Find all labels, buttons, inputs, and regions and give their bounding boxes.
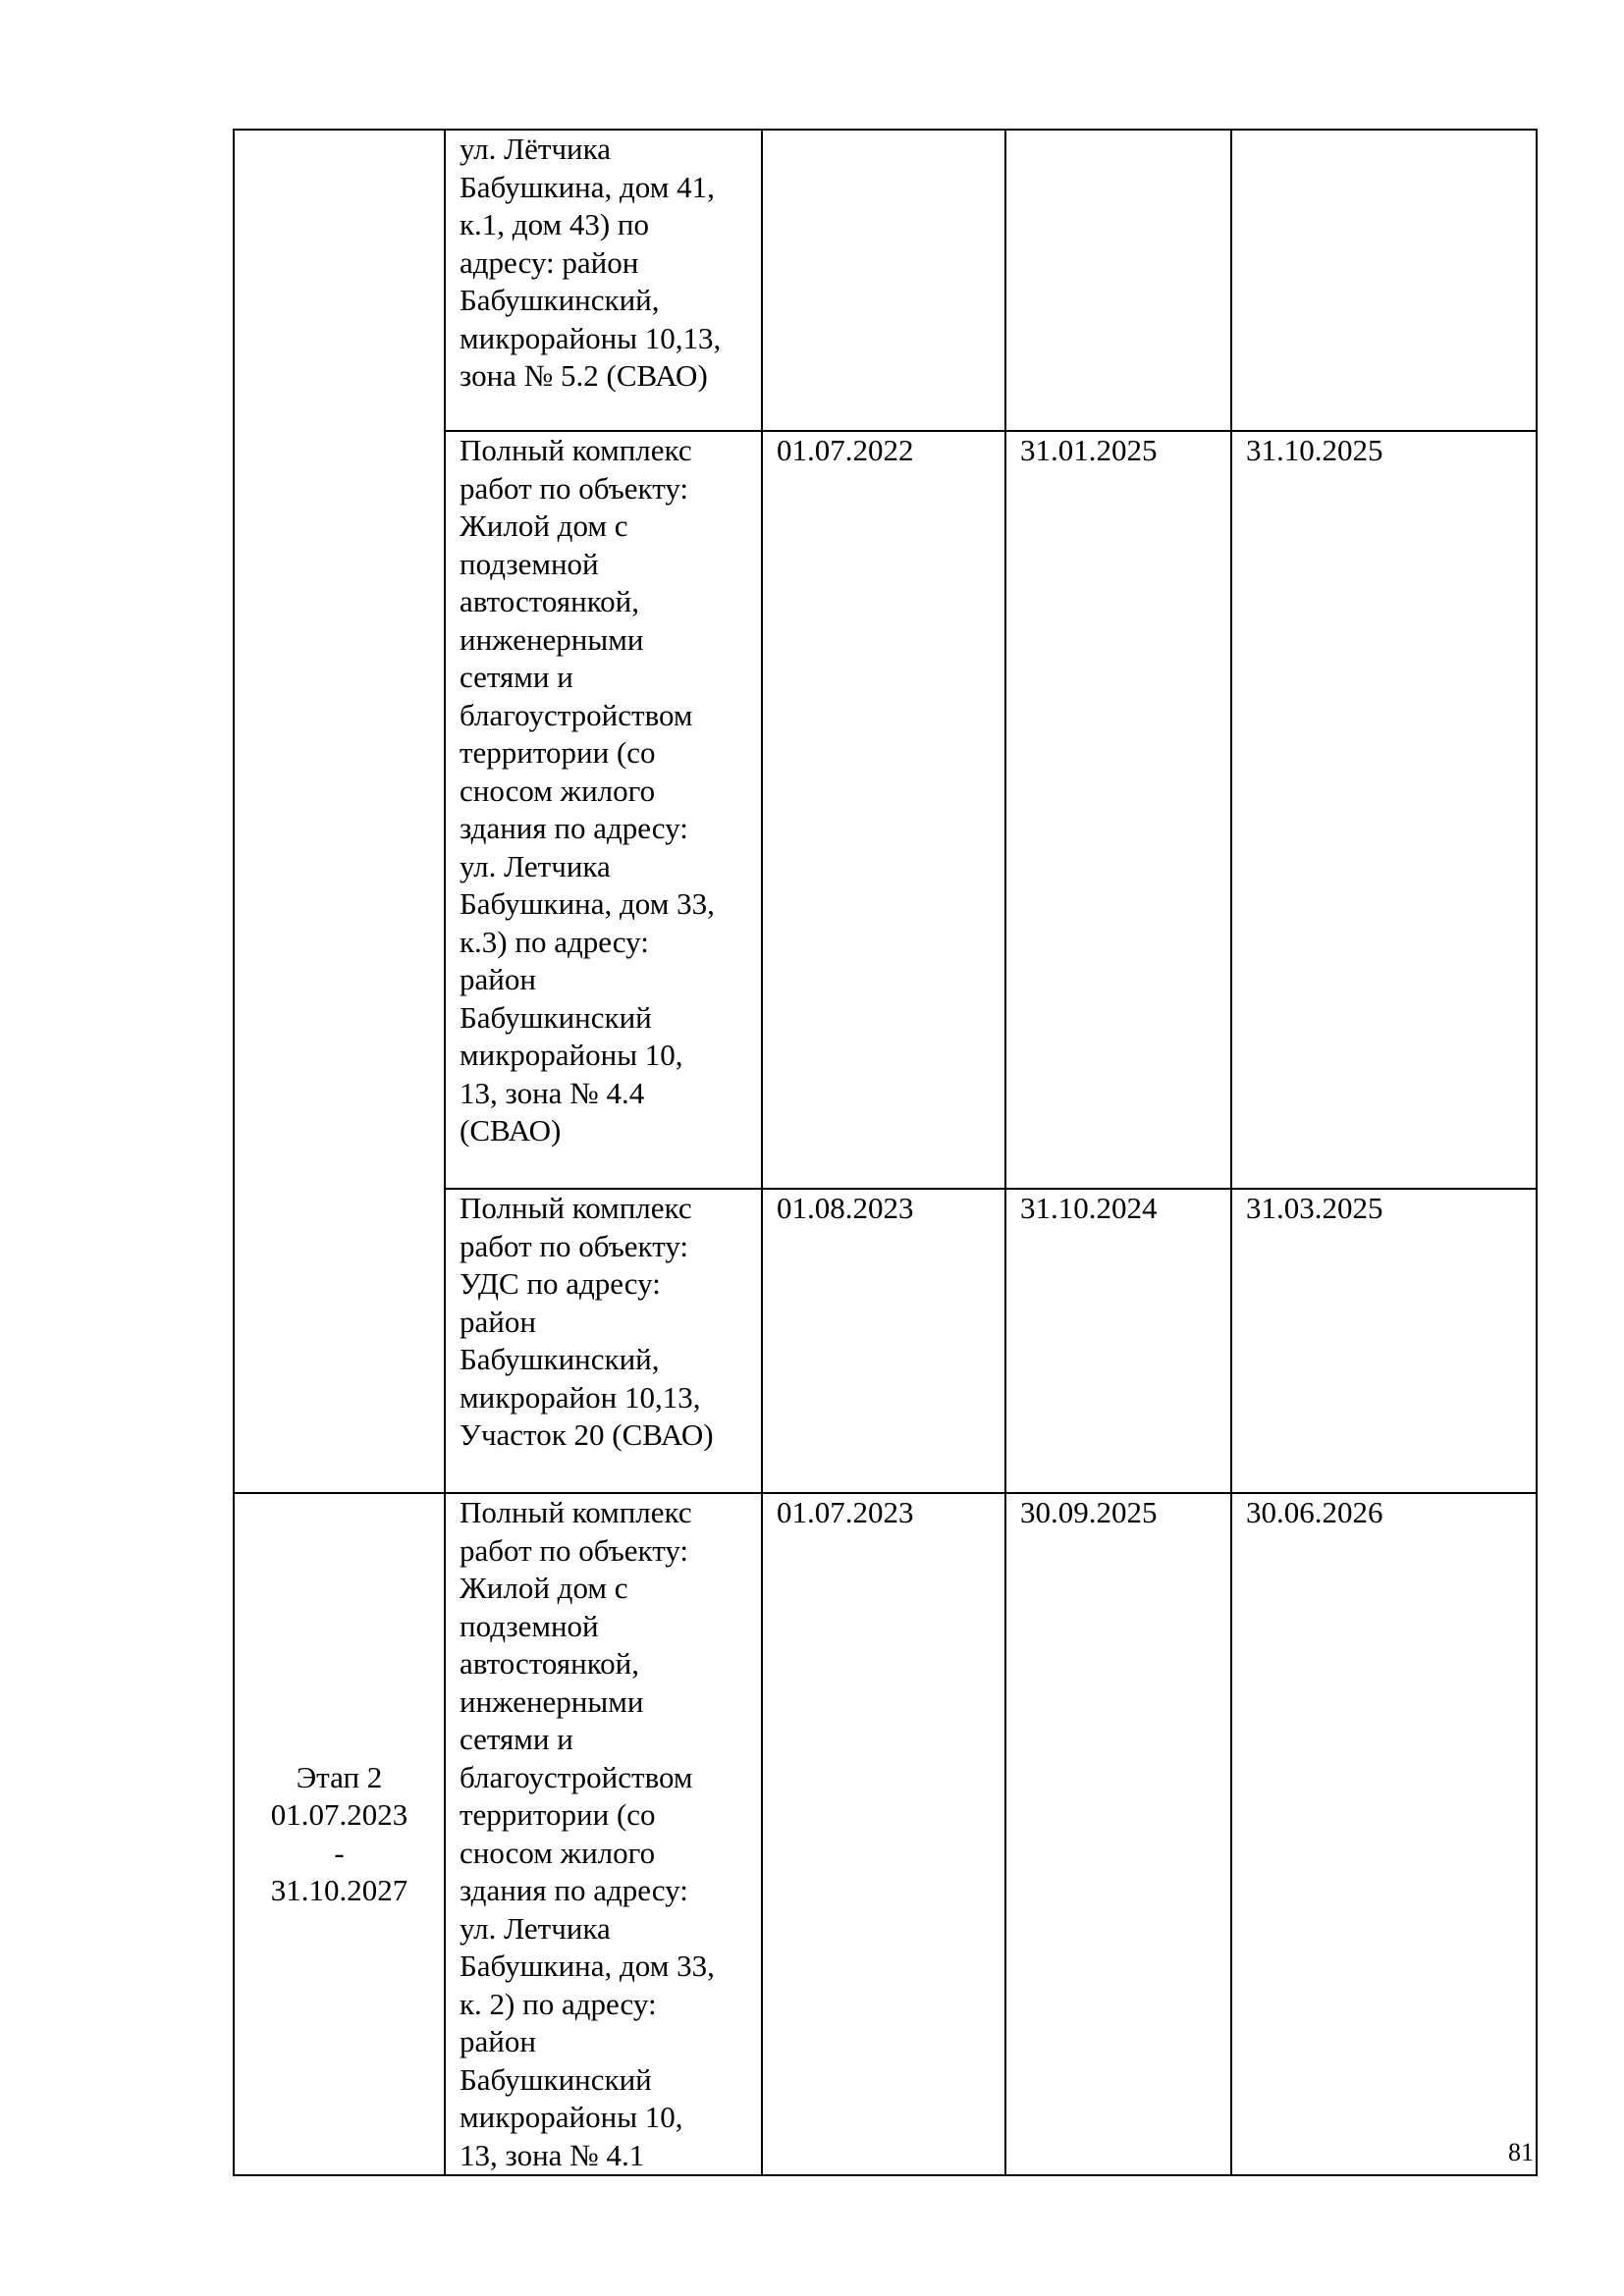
start-date-cell: 01.07.2022 <box>762 431 1005 1189</box>
description-line: Бабушкина, дом 33, <box>460 1949 715 1983</box>
description-line: микрорайон 10,13, <box>460 1379 701 1415</box>
stage-label: Этап 2 <box>296 1759 383 1794</box>
final-date-cell: 31.03.2025 <box>1231 1189 1537 1493</box>
description-line: к. 2) по адресу: <box>460 1986 657 2021</box>
description-line: 13, зона № 4.4 <box>460 1075 645 1110</box>
end-date-cell: 31.01.2025 <box>1005 431 1231 1189</box>
table-row <box>234 1493 1537 2175</box>
description-line: инженерными <box>460 621 644 657</box>
page-number: 81 <box>1508 2138 1534 2166</box>
final-date-cell <box>1231 130 1537 431</box>
description-line: территории (со <box>460 735 656 770</box>
description-line: работ по объекту: <box>460 1228 689 1263</box>
description-line: (СВАО) <box>460 1113 562 1148</box>
description-line: благоустройством <box>460 1759 693 1794</box>
description-line: ул. Лётчика <box>460 132 611 166</box>
start-date-cell: 01.08.2023 <box>762 1189 1005 1493</box>
description-cell <box>445 130 762 431</box>
description-line: Участок 20 (СВАО) <box>460 1417 714 1452</box>
description-line: ул. Летчика <box>460 848 611 883</box>
description-line: подземной <box>460 546 599 581</box>
description-line: здания по адресу: <box>460 1873 688 1907</box>
description-line: здания по адресу: <box>460 811 688 845</box>
description-line: ул. Летчика <box>460 1910 611 1946</box>
description-line: район <box>460 2024 536 2058</box>
description-line: 13, зона № 4.1 <box>460 2137 645 2172</box>
description-line: территории (со <box>460 1797 656 1832</box>
start-date-cell <box>762 130 1005 431</box>
description-line: Бабушкинский, <box>460 283 660 317</box>
description-line: район <box>460 962 536 996</box>
stage-cell <box>234 1493 445 2175</box>
description-line: автостоянкой, <box>460 1646 640 1681</box>
description-line: автостоянкой, <box>460 584 640 618</box>
end-date-cell <box>1005 130 1231 431</box>
final-date-cell: 31.10.2025 <box>1231 431 1537 1189</box>
description-line: благоустройством <box>460 697 693 732</box>
end-date-cell: 31.10.2024 <box>1005 1189 1231 1493</box>
description-line: Полный комплекс <box>460 433 692 467</box>
description-line: Полный комплекс <box>460 1191 692 1225</box>
description-line: микрорайоны 10, <box>460 2100 683 2134</box>
description-line: микрорайоны 10, <box>460 1038 683 1072</box>
description-line: Бабушкинский <box>460 999 652 1035</box>
description-line: Бабушкинский, <box>460 1342 660 1376</box>
stage-start-date: 01.07.2023 <box>270 1797 408 1832</box>
stage-end-date: 31.10.2027 <box>270 1873 408 1907</box>
stage-separator: - <box>334 1835 345 1870</box>
description-line: сетями и <box>460 660 573 694</box>
description-cell <box>445 431 762 1189</box>
description-line: работ по объекту: <box>460 1532 689 1568</box>
description-line: адресу: район <box>460 244 639 280</box>
description-line: сносом жилого <box>460 1835 656 1870</box>
description-line: Жилой дом с <box>460 1571 628 1605</box>
description-line: подземной <box>460 1608 599 1643</box>
description-line: Бабушкинский <box>460 2061 652 2097</box>
end-date-cell: 30.09.2025 <box>1005 1493 1231 2175</box>
final-date-cell: 30.06.2026 <box>1231 1493 1537 2175</box>
description-line: Полный комплекс <box>460 1495 692 1529</box>
description-line: инженерными <box>460 1683 644 1719</box>
table-row <box>234 130 1537 431</box>
description-line: район <box>460 1304 536 1339</box>
description-line: к.1, дом 43) по <box>460 207 650 241</box>
start-date-cell: 01.07.2023 <box>762 1493 1005 2175</box>
description-line: УДС по адресу: <box>460 1266 661 1301</box>
description-cell <box>445 1493 762 2175</box>
description-line: к.3) по адресу: <box>460 924 649 959</box>
description-line: Бабушкина, дом 33, <box>460 886 715 921</box>
description-line: работ по объекту: <box>460 470 689 506</box>
description-line: зона № 5.2 (СВАО) <box>460 358 708 393</box>
description-line: сносом жилого <box>460 773 656 808</box>
description-line: сетями и <box>460 1722 573 1756</box>
description-line: Бабушкина, дом 41, <box>460 169 715 204</box>
description-cell <box>445 1189 762 1493</box>
stage-cell <box>234 130 445 1493</box>
description-line: Жилой дом с <box>460 508 628 543</box>
schedule-table <box>233 129 1538 2176</box>
description-line: микрорайоны 10,13, <box>460 320 722 355</box>
